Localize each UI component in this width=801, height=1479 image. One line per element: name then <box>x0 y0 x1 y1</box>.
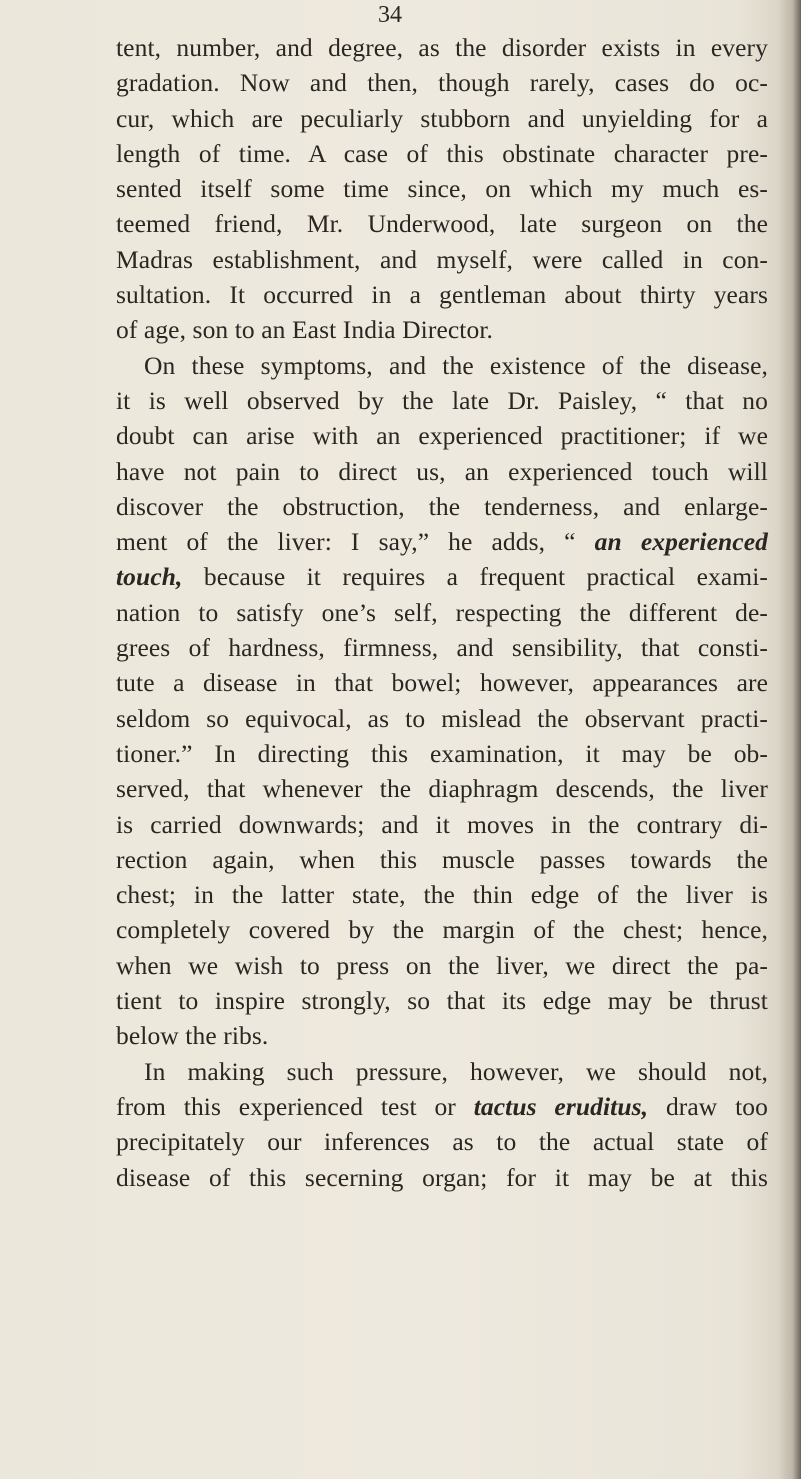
text-segment: chest; in the latter state, the thin edge of the liver is <box>116 880 768 910</box>
text-segment: nation to satisfy one’s self, respecting the different de- <box>116 597 768 627</box>
text-segment: ment of the liver: I say,” he adds, “ <box>116 527 595 557</box>
emphasized-text: touch, <box>116 562 183 592</box>
page-number: 34 <box>378 2 402 28</box>
text-segment: below the ribs. <box>116 1021 269 1051</box>
text-line <box>116 242 768 277</box>
text-line <box>116 348 768 383</box>
text-line <box>116 1124 768 1159</box>
text-segment: discover the obstruction, the tenderness, and enlarge- <box>116 491 768 521</box>
text-line <box>116 1089 768 1124</box>
text-line <box>116 206 768 241</box>
text-segment: is carried downwards; and it moves in the contrary di- <box>116 809 768 839</box>
text-segment: cur, which are peculiarly stubborn and unyielding for a <box>116 103 768 133</box>
text-line <box>116 559 768 594</box>
text-segment: teemed friend, Mr. Underwood, late surgeon on the <box>116 209 768 239</box>
emphasized-text: an experienced <box>594 527 768 557</box>
text-segment: length of time. A case of this obstinate character pre- <box>116 138 768 168</box>
text-line <box>116 701 768 736</box>
text-line <box>116 312 768 347</box>
text-segment: disease of this secerning organ; for it may be at this <box>116 1162 768 1192</box>
emphasized-text: tactus eruditus, <box>473 1091 649 1121</box>
text-segment: completely covered by the margin of the chest; hence, <box>116 915 768 945</box>
text-line <box>116 736 768 771</box>
text-segment: from this experienced test or <box>116 1091 474 1121</box>
text-segment: In making such pressure, however, we should not, <box>144 1056 768 1086</box>
text-line <box>116 595 768 630</box>
text-segment: seldom so equivocal, as to mislead the observant practi- <box>116 703 768 733</box>
text-segment: grees of hardness, firmness, and sensibility, that consti- <box>116 633 768 663</box>
text-segment: of age, son to an East India Director. <box>116 315 493 345</box>
text-segment: it is well observed by the late Dr. Paisley, “ that no <box>116 385 768 415</box>
text-line <box>116 101 768 136</box>
text-segment: gradation. Now and then, though rarely, cases do oc- <box>116 68 768 98</box>
text-line <box>116 983 768 1018</box>
text-segment: served, that whenever the diaphragm descends, the liver <box>116 774 768 804</box>
body-text <box>116 30 768 1195</box>
text-line <box>116 30 768 65</box>
text-line <box>116 948 768 983</box>
text-line <box>116 1160 768 1195</box>
text-line <box>116 171 768 206</box>
text-segment: tent, number, and degree, as the disorder exists in every <box>116 33 768 62</box>
text-line <box>116 665 768 700</box>
text-segment: precipitately our inferences as to the actual state of <box>116 1127 768 1157</box>
text-line <box>116 912 768 947</box>
text-line <box>116 1018 768 1053</box>
text-line <box>116 489 768 524</box>
text-line <box>116 1054 768 1089</box>
text-line <box>116 877 768 912</box>
text-segment: sented itself some time since, on which my much es- <box>116 174 768 204</box>
text-segment: Madras establishment, and myself, were called in con- <box>116 244 768 274</box>
text-segment: tient to inspire strongly, so that its edge may be thrust <box>116 986 768 1016</box>
text-segment: tioner.” In directing this examination, it may be ob- <box>116 738 768 768</box>
text-line <box>116 524 768 559</box>
text-segment: because it requires a frequent practical exami- <box>182 562 768 592</box>
text-segment: when we wish to press on the liver, we direct the pa- <box>116 950 768 980</box>
text-line <box>116 65 768 100</box>
text-segment: tute a disease in that bowel; however, appearances are <box>116 668 768 698</box>
text-segment: sultation. It occurred in a gentleman about thirty years <box>116 280 768 310</box>
text-line <box>116 418 768 453</box>
text-segment: have not pain to direct us, an experienced touch will <box>116 456 768 486</box>
text-segment: doubt can arise with an experienced practitioner; if we <box>116 421 768 451</box>
text-line <box>116 277 768 312</box>
text-line <box>116 842 768 877</box>
text-segment: draw too <box>648 1091 768 1121</box>
text-line <box>116 383 768 418</box>
text-line <box>116 807 768 842</box>
text-segment: On these symptoms, and the existence of the disease, <box>144 350 768 380</box>
text-segment: rection again, when this muscle passes towards the <box>116 844 768 874</box>
text-line <box>116 771 768 806</box>
text-line <box>116 136 768 171</box>
text-line <box>116 630 768 665</box>
text-line <box>116 454 768 489</box>
page-edge-shadow <box>779 0 801 1479</box>
